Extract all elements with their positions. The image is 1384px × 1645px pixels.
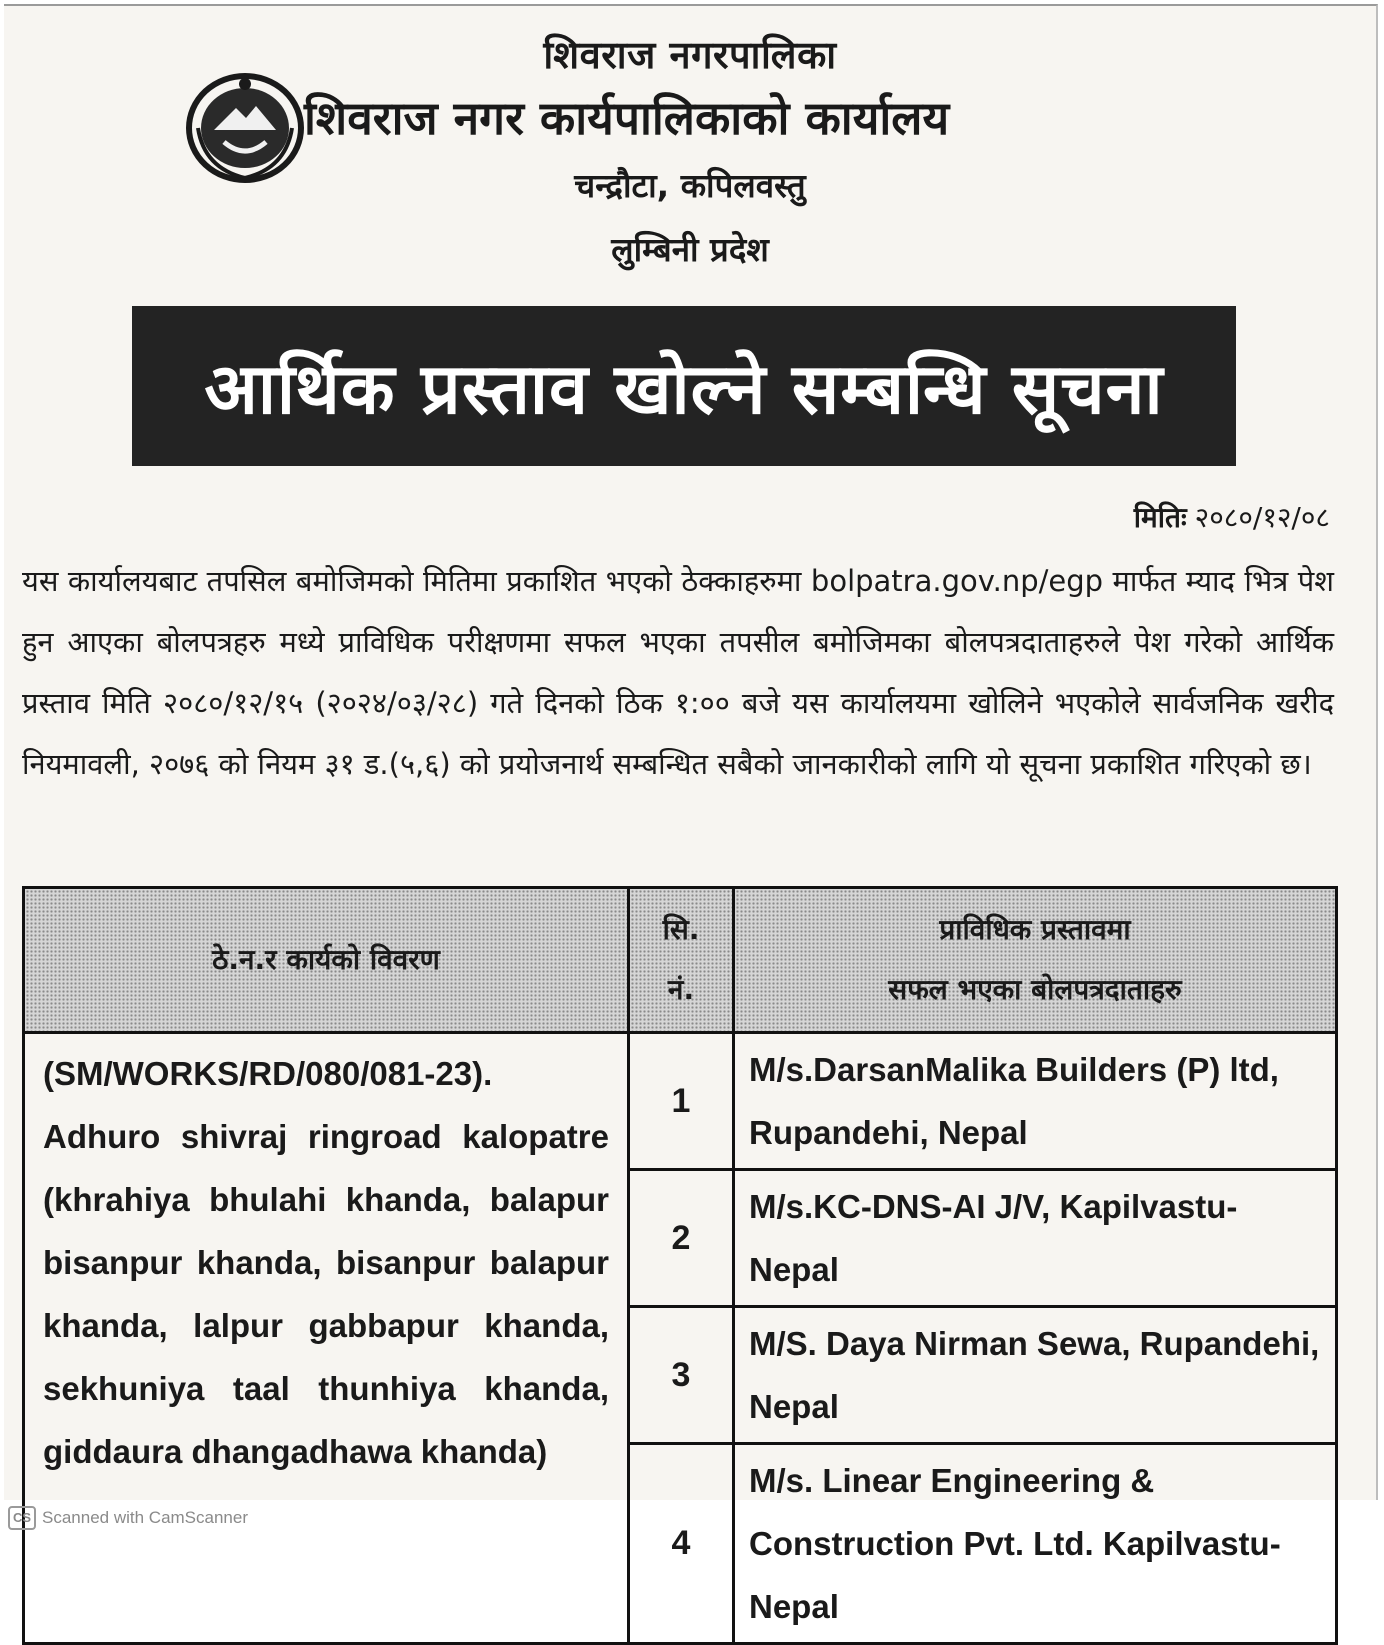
header-successful-bidders: प्राविधिक प्रस्तावमा सफल भएका बोलपत्रदाताहरु (734, 888, 1337, 1033)
contract-description-cell (24, 1033, 629, 1644)
office-address: चन्द्रौटा, कपिलवस्तु (574, 166, 806, 205)
bidder-name: M/s.KC-DNS-AI J/V, Kapilvastu-Nepal (734, 1170, 1337, 1307)
bidder-name: M/S. Daya Nirman Sewa, Rupandehi, Nepal (734, 1307, 1337, 1444)
notice-title-banner (132, 306, 1236, 466)
province-name: लुम्बिनी प्रदेश (611, 230, 769, 269)
serial-number: 4 (629, 1444, 734, 1644)
notice-body: यस कार्यालयबाट तपसिल बमोजिमको मितिमा प्रकाशित भएको ठेक्काहरुमा bolpatra.gov.np/egp मार्फत म्याद भित्र पेश हुन आएका बोलपत्रहरु मध्ये प्राविधिक परीक्षणमा सफल भएका तपसील बमोजिमका बोलपत्रदाताहरुले पेश गरेको आर्थिक प्रस्ताव मिति २०८०/१२/१५ (२०२४/०३/२८) गते दिनको ठिक १:०० बजे यस कार्यालयमा खोलिने भएकोले सार्वजनिक खरीद नियमावली, २०७६ को नियम ३१ ड.(५,६) को प्रयोजनार्थ सम्बन्धित सबैको जानकारीको लागि यो सूचना प्रकाशित गरिएको छ। (22, 564, 1334, 781)
bidder-name: M/s.DarsanMalika Builders (P) ltd, Rupandehi, Nepal (734, 1033, 1337, 1170)
bidders-table (22, 886, 1338, 1645)
contract-code: (SM/WORKS/RD/080/081-23). (43, 1055, 493, 1092)
date-label: मितिः (1133, 501, 1187, 534)
serial-number: 1 (629, 1033, 734, 1170)
bidder-name: M/s. Linear Engineering & Construction Pvt. Ltd. Kapilvastu-Nepal (734, 1444, 1337, 1644)
serial-number: 2 (629, 1170, 734, 1307)
municipality-name: शिवराज नगरपालिका (543, 33, 837, 77)
date-value: २०८०/१२/०८ (1194, 501, 1330, 534)
scanner-watermark: Scanned with CamScanner (42, 1508, 249, 1527)
table-header-row (24, 888, 1337, 1033)
notice-title: आर्थिक प्रस्ताव खोल्ने सम्बन्धि सूचना (204, 348, 1164, 430)
camscanner-logo-icon: CS (8, 1506, 36, 1530)
office-name: शिवराज नगर कार्यपालिकाको कार्यालय (304, 91, 950, 145)
table-row (24, 1033, 1337, 1170)
notice-date (1134, 498, 1330, 536)
serial-number: 3 (629, 1307, 734, 1444)
contract-description: Adhuro shivraj ringroad kalopatre (khrahiya bhulahi khanda, balapur bisanpur khanda, bisanpur balapur khanda, lalpur gabbapur khanda, sekhuniya taal thunhiya khanda, giddaura dhangadhawa khanda) (43, 1118, 609, 1470)
header-serial-number: सि. नं. (629, 888, 734, 1033)
scanner-footer (8, 1506, 248, 1530)
header-description: ठे.न.र कार्यको विवरण (24, 888, 629, 1033)
